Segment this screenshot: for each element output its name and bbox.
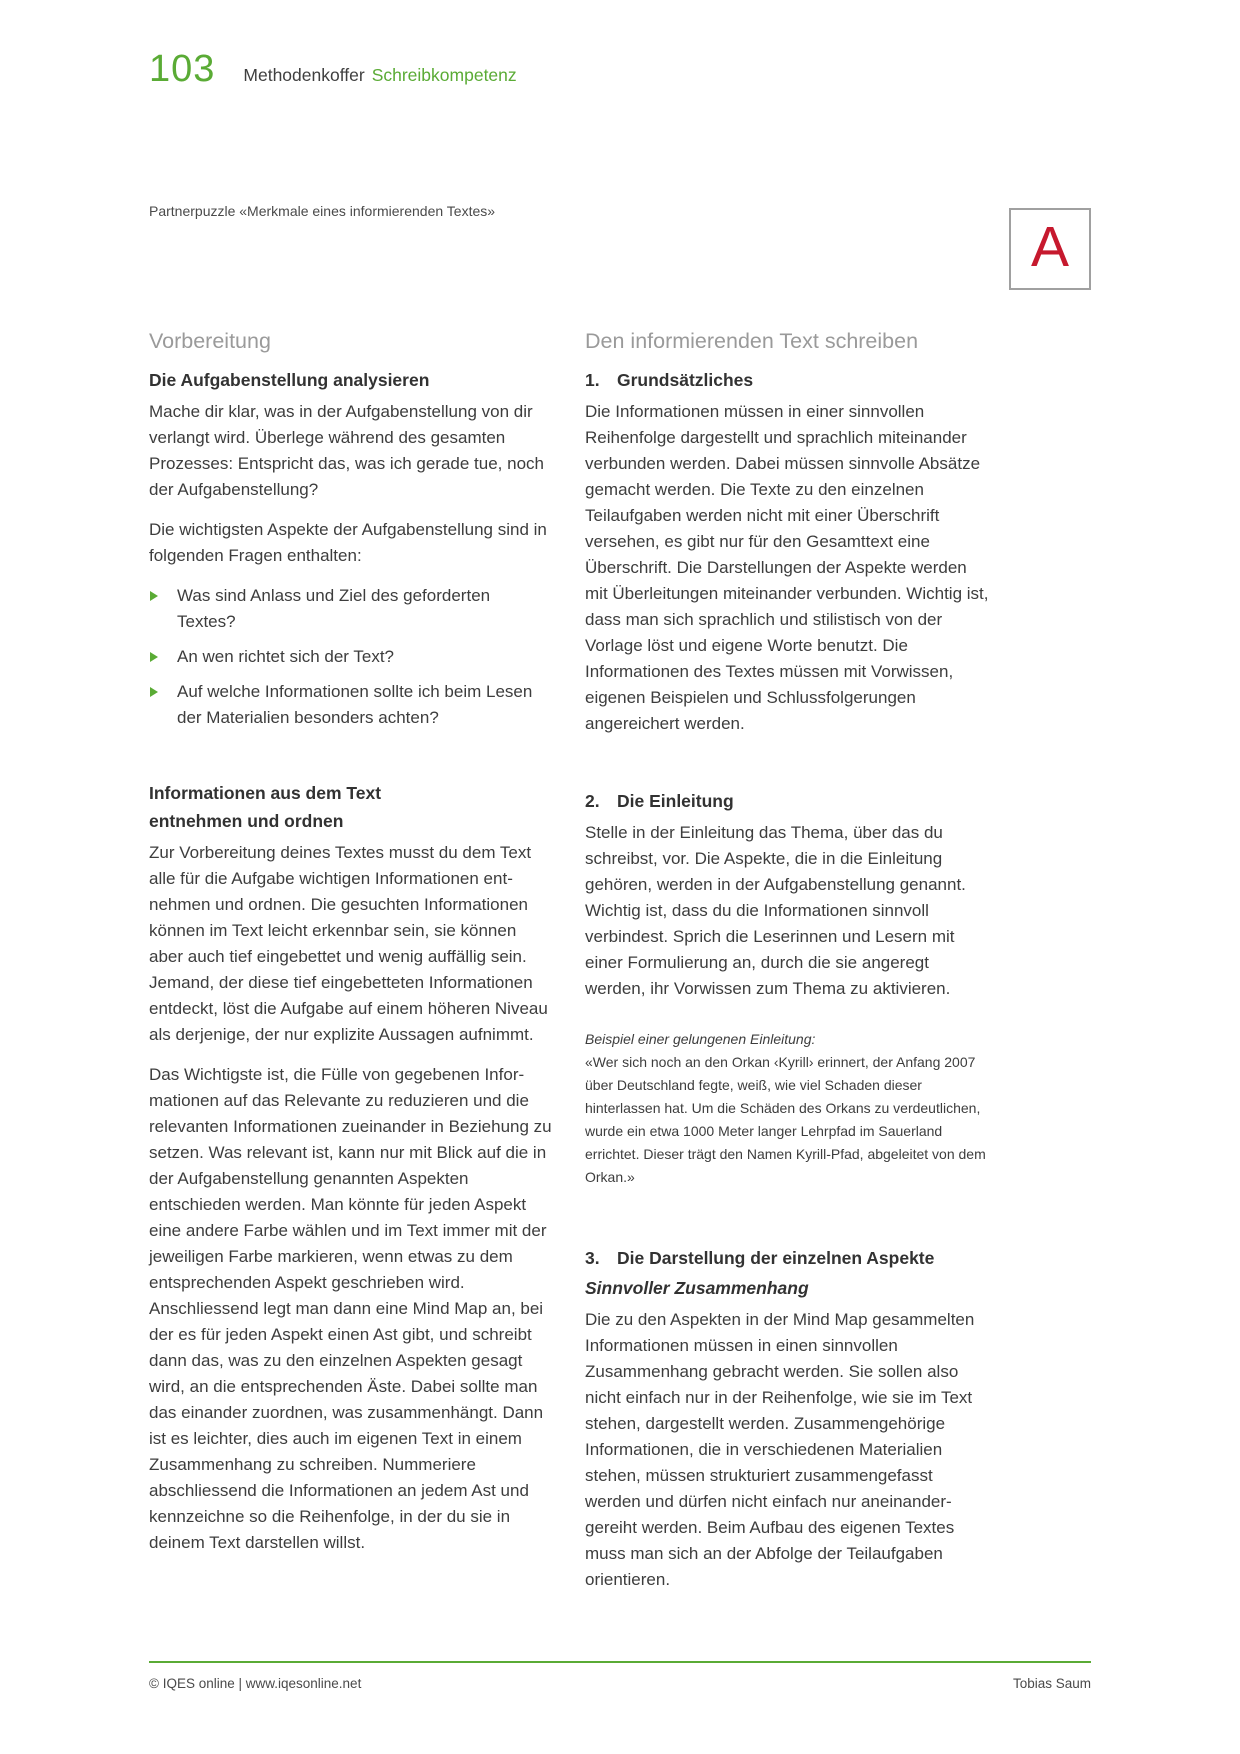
page-subtitle: Partnerpuzzle «Merkmale eines informierenden Textes» [149, 203, 496, 219]
left-column [149, 328, 553, 1570]
page-header [149, 48, 517, 91]
section-heading [585, 1244, 991, 1272]
bullet-item [149, 679, 553, 731]
footer-copyright: © IQES online | www.iqesonline.net [149, 1676, 362, 1691]
subhead-aufgabenstellung: Die Aufgabenstellung analysieren [149, 370, 430, 390]
paragraph: Zur Vorbereitung deines Textes musst du dem Text alle für die Aufgabe wichtigen Informationen entnehmen und ordnen. Die gesuchten Informationen können im Text leicht erkennbar sein, sie können aber auch tief eingebettet und wenig auffällig sein. Jemand, der diese tief eingebetteten Informationen entdeckt, löst die Aufgabe auf einem höheren Niveau als derjenige, der nur explizite Aussagen aufnimmt. [149, 843, 548, 1044]
header-title: Methodenkoffer [243, 65, 365, 85]
right-column [585, 328, 991, 1593]
bullet-arrow-icon [150, 591, 158, 601]
section-number: 3. [585, 1248, 600, 1268]
section-darstellung [585, 1244, 991, 1593]
section-paragraph: Stelle in der Einleitung das Thema, über das du schreibst, vor. Die Aspekte, die in die Einleitung gehören, werden in der Aufgabenstellung genannt. Wichtig ist, dass du die Informationen sinnvoll verbindest. Sprich die Leserinnen und Lesern mit einer Formulierung an, durch die sie angeregt werden, ihr Vorwissen zum Thema zu aktivieren. [585, 823, 966, 998]
subhead-informationen [149, 779, 553, 835]
section-paragraph: Die zu den Aspekten in der Mind Map gesammelten Informationen müssen in einen sinnvollen Zusammenhang gebracht werden. Sie sollen also nicht einfach nur in der Reihenfolge, wie sie im Text stehen, dargestellt werden. Zusammengehörige Informationen, die in verschiedenen Materialien stehen, müssen strukturiert zusammengefasst werden und dürfen nicht einfach nur aneinandergereiht werden. Beim Aufbau des eigenen Textes muss man sich an der Abfolge der Teilaufgaben orientieren. [585, 1310, 975, 1589]
example-block [585, 1028, 991, 1189]
subhead-line: entnehmen und ordnen [149, 811, 344, 831]
footer-divider [149, 1661, 1091, 1663]
section-heading [585, 366, 991, 394]
paragraph: Das Wichtigste ist, die Fülle von gegebenen Informationen auf das Relevante zu reduzieren und die relevanten Informationen zueinander in Beziehung zu setzen. Was relevant ist, kann nur mit Blick auf die in der Aufgabenstellung genannten Aspekten entschieden werden. Man könnte für jeden Aspekt eine andere Farbe wählen und im Text immer mit der jeweiligen Farbe markieren, wenn etwas zu dem entsprechenden Aspekt geschrieben wird. Anschliessend legt man dann eine Mind Map an, bei der es für jeden Aspekt einen Ast gibt, und schreibt dann das, was zu den einzelnen Aspekten gesagt wird, an die entsprechenden Äste. Dabei sollte man das einander zuordnen, was zusammenhängt. Dann ist es leichter, dies auch im eigenen Text in einem Zusammenhang zu schreiben. Nummeriere abschliessend die Informationen an jedem Ast und kennzeichne so die Reihenfolge, in der du sie in deinem Text darstellen willst. [149, 1065, 552, 1552]
page-number: 103 [149, 48, 216, 90]
footer-author: Tobias Saum [1012, 1676, 1091, 1691]
bullet-arrow-icon [150, 652, 158, 662]
section-title: Grundsätzliches [617, 370, 754, 390]
example-label: Beispiel einer gelungenen Einleitung: [585, 1031, 816, 1047]
bullet-text: Was sind Anlass und Ziel des geforderten Textes? [177, 586, 491, 631]
header-subtitle: Schreibkompetenz [371, 65, 517, 85]
bullet-text: An wen richtet sich der Text? [177, 647, 395, 666]
bullet-arrow-icon [150, 687, 158, 697]
left-column-heading: Vorbereitung [149, 329, 271, 353]
section-grundsaetzliches [585, 366, 991, 737]
corner-letter: A [1030, 214, 1070, 279]
subhead-line: Informationen aus dem Text [149, 783, 382, 803]
bullet-text: Auf welche Informationen sollte ich beim Lesen der Materialien besonders achten? [177, 682, 533, 727]
bullet-list [149, 583, 553, 731]
paragraph: Die wichtigsten Aspekte der Aufgabenstellung sind in folgenden Fragen enthalten: [149, 520, 547, 565]
paragraph: Mache dir klar, was in der Aufgabenstellung von dir verlangt wird. Überlege während des gesamten Prozesses: Entspricht das, was ich gerade tue, noch der Aufgabenstellung? [149, 402, 544, 499]
corner-letter-box [1009, 208, 1091, 290]
section-title: Die Darstellung der einzelnen Aspekte [617, 1248, 935, 1268]
right-column-heading: Den informierenden Text schreiben [585, 329, 919, 353]
bullet-item [149, 644, 553, 670]
section-paragraph: Die Informationen müssen in einer sinnvollen Reihenfolge dargestellt und sprachlich miteinander verbunden werden. Dabei müssen sinnvolle Absätze gemacht werden. Die Texte zu den einzelnen Teilaufgaben werden nicht mit einer Überschrift versehen, es gibt nur für den Gesamttext eine Überschrift. Die Darstellungen der Aspekte werden mit Überleitungen miteinander verbunden. Wichtig ist, dass man sich sprachlich und stilistisch von der Vorlage löst und eigene Worte benutzt. Die Informationen des Textes müssen mit Vorwissen, eigenen Beispielen und Schlussfolgerungen angereichert werden. [585, 402, 989, 733]
bullet-item [149, 583, 553, 635]
section-einleitung [585, 787, 991, 1189]
header-titles [243, 65, 516, 86]
example-text: «Wer sich noch an den Orkan ‹Kyrill› erinnert, der Anfang 2007 über Deutschland fegte, weiß, wie viel Schaden dieser hinterlassen hat. Um die Schäden des Orkans zu verdeutlichen, wurde ein etwa 1000 Meter langer Lehrpfad im Sauerland errichtet. Dieser trägt den Namen Kyrill-Pfad, abgeleitet von dem Orkan.» [585, 1054, 986, 1185]
section-subtitle: Sinnvoller Zusammenhang [585, 1278, 809, 1298]
section-number: 1. [585, 370, 600, 390]
section-number: 2. [585, 791, 600, 811]
section-title: Die Einleitung [617, 791, 734, 811]
section-heading [585, 787, 991, 815]
